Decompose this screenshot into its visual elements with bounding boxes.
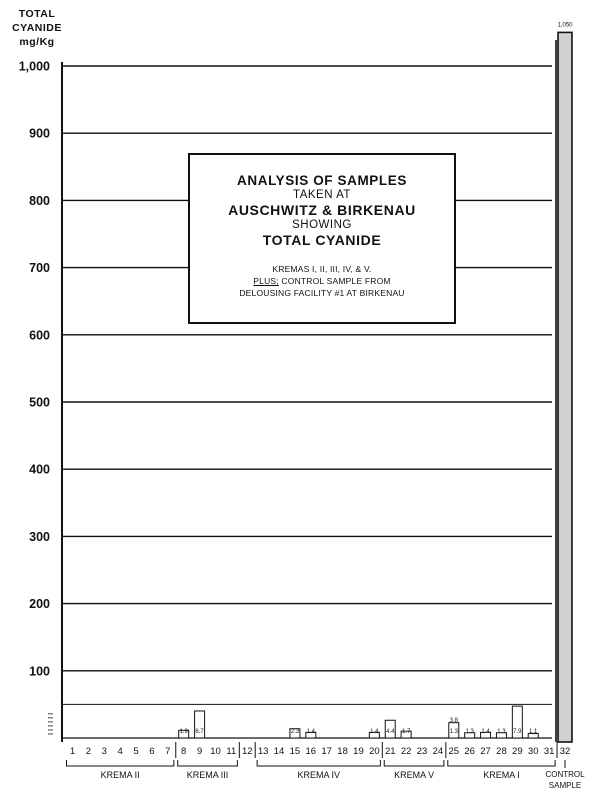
bar-value-label: 1.4 — [481, 729, 490, 735]
x-tick-label: 16 — [305, 746, 317, 757]
title-line-7-rest: CONTROL SAMPLE FROM — [278, 276, 391, 286]
x-tick-label: 4 — [117, 746, 123, 757]
title-line-8: DELOUSING FACILITY #1 AT BIRKENAU — [239, 288, 405, 298]
y-axis-title-line-2: CYANIDE — [12, 22, 62, 34]
group-label: SAMPLE — [548, 781, 582, 790]
bar-value-label: 4.4 — [386, 729, 395, 735]
title-line-5: TOTAL CYANIDE — [262, 232, 382, 248]
x-tick-label: 25 — [448, 746, 460, 757]
title-line-7-underlined: PLUS; — [253, 276, 279, 286]
title-line-3: AUSCHWITZ & BIRKENAU — [228, 202, 416, 218]
x-tick-label: 30 — [527, 746, 539, 757]
bar-value-label: 1.9 — [179, 729, 188, 735]
x-tick-label: 1 — [69, 746, 76, 757]
group-label: KREMA V — [394, 770, 435, 780]
bar-value-label: 3.8 — [449, 718, 458, 724]
x-tick-label: 2 — [85, 746, 92, 757]
x-tick-label: 32 — [559, 746, 571, 757]
x-tick-label: 5 — [133, 746, 139, 757]
chart-title-box — [188, 153, 456, 324]
title-line-1: ANALYSIS OF SAMPLES — [237, 173, 407, 188]
bar-value-label: 1.3 — [497, 729, 506, 735]
y-tick-label: 800 — [29, 193, 50, 208]
x-tick-label: 27 — [480, 746, 491, 757]
x-tick-label: 7 — [165, 746, 171, 757]
bar-value-label: 2.3 — [290, 729, 300, 735]
title-line-2: TAKEN AT — [293, 189, 351, 201]
x-tick-label: 20 — [369, 746, 380, 757]
group-label: KREMA IV — [297, 770, 341, 780]
x-tick-label: 6 — [149, 746, 155, 757]
group-bracket — [448, 760, 555, 766]
bar-value-label: 1.1 — [529, 729, 538, 735]
title-line-7 — [190, 275, 454, 287]
y-tick-label: 200 — [29, 597, 50, 612]
bar-value-label: 1.4 — [306, 729, 315, 735]
bar-value-label: 1.4 — [370, 729, 379, 735]
bar-value-label: 1.7 — [401, 729, 411, 735]
y-tick-label: 1,000 — [18, 59, 50, 74]
group-label: CONTROL — [545, 770, 585, 779]
x-tick-label: 11 — [226, 746, 237, 757]
y-tick-label: 500 — [29, 395, 50, 410]
group-bracket — [178, 760, 238, 766]
x-tick-label: 13 — [257, 746, 269, 757]
title-line-6: KREMAS I, II, III, IV, & V. — [272, 264, 372, 274]
bar-value-label: 1.3 — [465, 729, 474, 735]
x-tick-label: 14 — [273, 746, 285, 757]
x-tick-label: 23 — [416, 746, 428, 757]
group-label: KREMA I — [483, 770, 520, 780]
bar-control-sample — [558, 32, 572, 742]
x-tick-label: 28 — [496, 746, 507, 757]
y-tick-label: 300 — [29, 529, 50, 544]
x-tick-label: 29 — [512, 746, 523, 757]
group-bracket — [384, 760, 444, 766]
x-tick-label: 21 — [384, 746, 396, 757]
x-tick-label: 3 — [101, 746, 107, 757]
x-tick-label: 26 — [464, 746, 475, 757]
y-tick-label: 100 — [29, 664, 50, 679]
y-tick-label: 600 — [29, 328, 50, 343]
group-bracket — [257, 760, 380, 766]
x-tick-label: 15 — [289, 746, 301, 757]
x-tick-label: 18 — [337, 746, 348, 757]
y-tick-label: 400 — [29, 462, 50, 477]
x-tick-label: 10 — [210, 746, 221, 757]
x-tick-label: 12 — [241, 746, 253, 757]
x-tick-label: 9 — [196, 746, 203, 757]
bar-value-label: 6.7 — [195, 729, 204, 735]
x-tick-label: 8 — [181, 746, 187, 757]
x-tick-label: 19 — [353, 746, 364, 757]
y-axis-title-line-3: mg/Kg — [19, 36, 55, 48]
x-tick-label: 31 — [543, 746, 555, 757]
group-label: KREMA III — [186, 770, 229, 780]
x-tick-label: 24 — [432, 746, 444, 757]
bar-value-label: 1,050 — [557, 22, 573, 29]
x-tick-label: 22 — [400, 746, 412, 757]
x-tick-label: 17 — [321, 746, 332, 757]
bar-value-label: 1.3 — [449, 729, 458, 735]
title-line-4: SHOWING — [292, 219, 352, 231]
y-axis-title-line-1: TOTAL — [18, 8, 56, 20]
bar-value-label: 7.9 — [513, 729, 522, 735]
y-tick-label: 900 — [29, 126, 50, 141]
y-tick-label: 700 — [29, 261, 50, 276]
group-label: KREMA II — [100, 770, 140, 780]
group-bracket — [67, 760, 174, 766]
